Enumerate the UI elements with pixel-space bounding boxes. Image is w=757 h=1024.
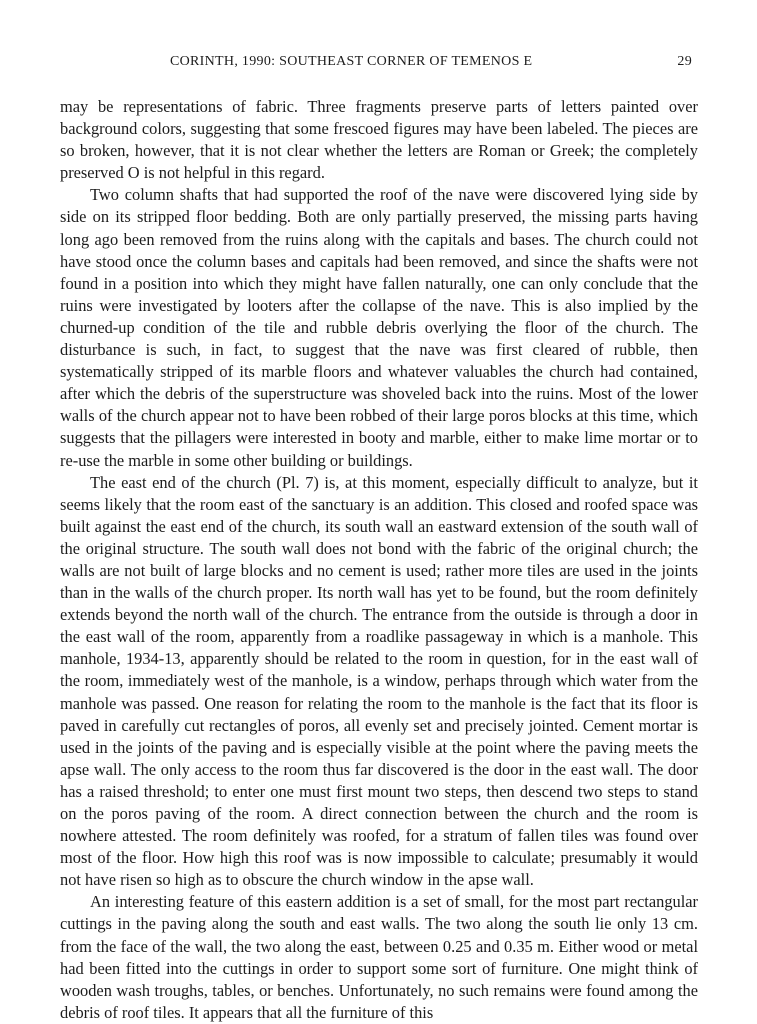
paragraph-east-end: The east end of the church (Pl. 7) is, at this moment, especially difficult to analyze, but it seems likely that the room east of the sanctuary is an addition. This closed and roofed space was built against the east end of the church, its south wall an eastward extension of the south wall of the original structure. The south wall does not bond with the fabric of the original church; the walls are not built of large blocks and no cement is used; rather more tiles are used in the joints than in the walls of the church proper. Its north wall has yet to be found, but the room definitely extends beyond the north wall of the church. The entrance from the outside is through a door in the east wall of the room, apparently from a roadlike passageway in which is a manhole. This manhole, 1934-13, apparently should be related to the room in question, for in the east wall of the room, immediately west of the manhole, is a window, perhaps through which water from the manhole was passed. One reason for relating the room to the manhole is the fact that its floor is paved in carefully cut rectangles of poros, all evenly set and precisely jointed. Cement mortar is used in the joints of the paving and is especially visible at the point where the paving meets the apse wall. The only access to the room thus far discovered is the door in the east wall. The door has a raised threshold; to enter one must first mount two steps, then descend two steps to stand on the poros paving of the room. A direct connection between the church and the room is nowhere attested. The room definitely was roofed, for a stratum of fallen tiles was found over most of the floor. How high this roof was is now impossible to calculate; presumably it would not have risen so high as to obscure the church window in the apse wall. [60, 472, 698, 890]
paragraph-column-shafts: Two column shafts that had supported the roof of the nave were discovered lying side by side on its stripped floor bedding. Both are only partially preserved, the missing parts having long ago been removed from the ruins along with the capitals and bases. The church could not have stood once the column bases and capitals had been removed, and since the shafts were not found in a position into which they might have fallen naturally, one can only conclude that the ruins were investigated by looters after the collapse of the nave. This is also implied by the churned-up condition of the tile and rubble debris overlying the floor of the church. The disturbance is such, in fact, to suggest that the nave was first cleared of rubble, then systematically stripped of its marble floors and whatever valuables the church had contained, after which the debris of the superstructure was shoveled back into the ruins. Most of the lower walls of the church appear not to have been robbed of their large poros blocks at this time, which suggests that the pillagers were interested in booty and marble, either to make lime mortar or to re-use the marble in some other building or buildings. [60, 185, 698, 470]
running-head [60, 54, 698, 74]
paragraph-eastern-addition: An interesting feature of this eastern addition is a set of small, for the most part rectangular cuttings in the paving along the south and east walls. The two along the south lie only 13 cm. from the face of the wall, the two along the east, between 0.25 and 0.35 m. Either wood or metal had been fitted into the cuttings in order to support some sort of furniture. One might think of wooden wash troughs, tables, or benches. Unfortunately, no such remains were found among the debris of roof tiles. It appears that all the furniture of this [60, 892, 698, 1022]
paragraph-continuation: may be representations of fabric. Three fragments preserve parts of letters painted over background colors, suggesting that some frescoed figures may have been labeled. The pieces are so broken, however, that it is not clear whether the letters are Roman or Greek; the completely preserved O is not helpful in this regard. [60, 97, 698, 183]
page-number: 29 [677, 54, 692, 69]
body-text [60, 96, 698, 1024]
running-title: CORINTH, 1990: SOUTHEAST CORNER OF TEMENOS E [170, 54, 533, 69]
page [60, 54, 698, 1024]
